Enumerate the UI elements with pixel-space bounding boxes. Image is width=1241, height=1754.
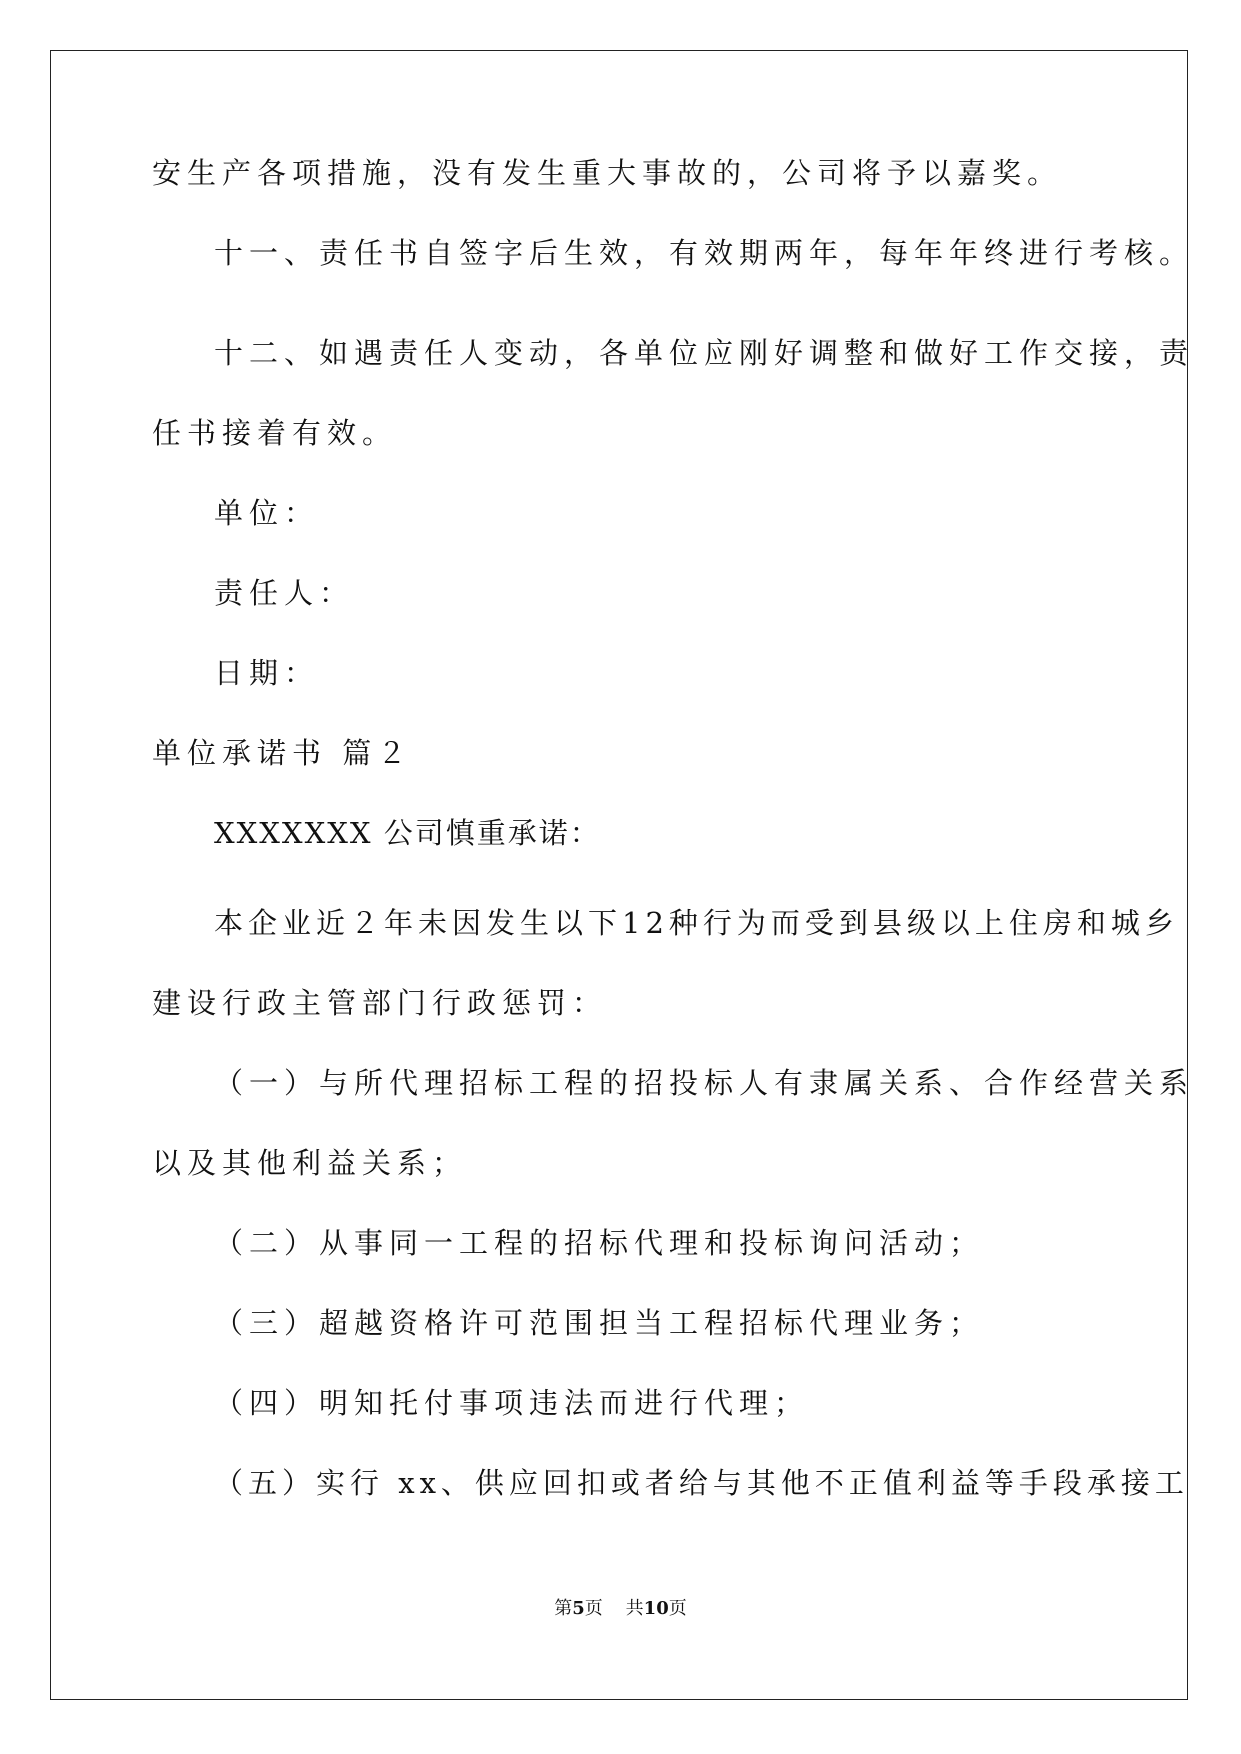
section-heading: 单位承诺书 篇２ [152,736,413,770]
pledge-body-line-2: 建设行政主管部门行政惩罚： [152,986,608,1020]
footer-prefix: 第 [554,1598,573,1619]
item-2: （二）从事同一工程的招标代理和投标询问活动； [214,1226,985,1260]
footer-page-suffix: 页 [584,1598,603,1619]
item-4: （四）明知托付事项违法而进行代理； [214,1386,810,1420]
company-pledge-line: XXXXXXX 公司慎重承诺： [214,816,601,850]
clause-12-continued: 任书接着有效。 [152,416,398,450]
footer-total-pages: 10 [643,1598,669,1619]
footer-total-prefix: 共 [625,1598,644,1619]
signature-person-label: 责任人： [214,576,355,610]
footer-total-suffix: 页 [668,1598,687,1619]
clause-12: 十二、如遇责任人变动，各单位应刚好调整和做好工作交接，责 [214,336,1195,370]
item-3: （三）超越资格许可范围担当工程招标代理业务； [214,1306,985,1340]
item-1-continued: 以及其他利益关系； [152,1146,468,1180]
page-footer [0,1594,1241,1620]
footer-page-number: 5 [572,1598,585,1619]
page-border [50,50,1188,1700]
signature-unit-label: 单位： [214,496,320,530]
pledge-body-line-1: 本企业近２年未因发生以下12种行为而受到县级以上住房和城乡 [214,906,1179,940]
clause-11: 十一、责任书自签字后生效，有效期两年，每年年终进行考核。 [214,236,1195,270]
item-5: （五）实行 xx、供应回扣或者给与其他不正值利益等手段承接工 [214,1466,1189,1500]
signature-date-label: 日期： [214,656,320,690]
item-1: （一）与所代理招标工程的招投标人有隶属关系、合作经营关系 [214,1066,1195,1100]
body-line-1: 安生产各项措施，没有发生重大事故的，公司将予以嘉奖。 [152,156,1063,190]
